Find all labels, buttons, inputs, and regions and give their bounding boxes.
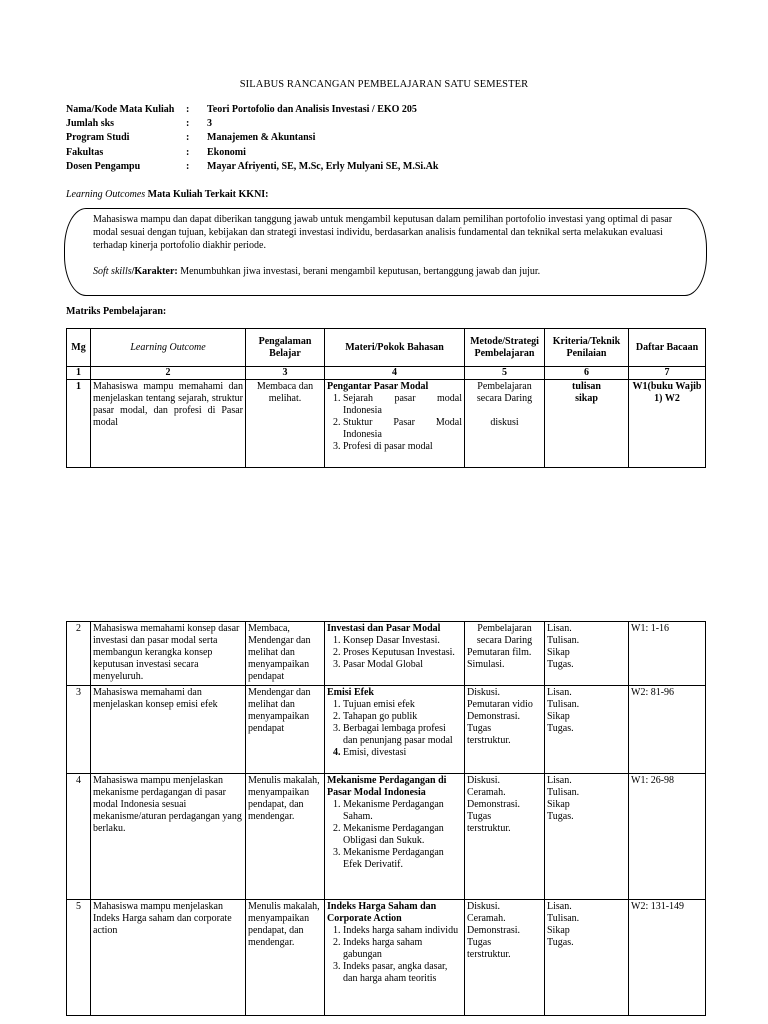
cell-kriteria <box>545 774 629 900</box>
list-item: 3. Indeks pasar, angka dasar, dan harga aham teoritis <box>343 961 462 985</box>
list-item: 3. Mekanisme Perdagangan Efek Derivatif. <box>343 847 462 871</box>
softskills-content: Menumbuhkan jiwa investasi, berani mengambil keputusan, bertanggung jawab dan jujur. <box>177 266 541 277</box>
column-number: 7 <box>629 367 706 380</box>
cell-outcome-text: Mahasiswa memahami konsep dasar investasi dan pasar modal serta membangun kerangka konsep keputusan investasi secara menyeluruh. <box>93 623 240 682</box>
metode-line: terstruktur. <box>467 949 511 960</box>
metode-line: diskusi <box>490 417 519 428</box>
column-number: 4 <box>325 367 465 380</box>
info-colon: : <box>186 160 190 172</box>
kriteria-line: Sikap <box>547 647 570 658</box>
kriteria-line: tulisan <box>572 381 601 392</box>
kriteria-line: Tugas. <box>547 811 574 822</box>
cell-outcome <box>91 622 246 686</box>
info-colon: : <box>186 146 190 158</box>
table-row <box>67 900 706 1016</box>
cell-pengalaman: Mendengar dan melihat dan menyampaikan pendapat <box>246 686 325 774</box>
metode-line: Demonstrasi. <box>467 925 521 936</box>
cell-materi <box>325 686 465 774</box>
list-item: 1. Konsep Dasar Investasi. <box>343 635 462 647</box>
kriteria-line: Sikap <box>547 925 570 936</box>
info-row-program <box>66 131 439 145</box>
materi-wrap <box>327 623 462 683</box>
column-number: 6 <box>545 367 629 380</box>
list-item: 1. Mekanisme Perdagangan Saham. <box>343 799 462 823</box>
kriteria-line: Lisan. <box>547 687 572 698</box>
metode-line: Tugas <box>467 811 492 822</box>
metode-line: Pemutaran film. <box>467 647 532 658</box>
cell-kriteria <box>545 622 629 686</box>
cell-materi <box>325 380 465 468</box>
cell-outcome: Mahasiswa mampu menjelaskan mekanisme perdagangan di pasar modal Indonesia sesuai mekanisme/aturan perdagangan yang berlaku. <box>91 774 246 900</box>
materi-title: Indeks Harga Saham dan Corporate Action <box>327 901 437 924</box>
list-item: 3. Profesi di pasar modal <box>343 441 462 453</box>
learning-outcomes-box <box>64 208 707 296</box>
cell-pengalaman-text: Membaca, Mendengar dan melihat dan menyampaikan pendapat <box>248 623 311 682</box>
list-item: 2. Mekanisme Perdagangan Obligasi dan Sukuk. <box>343 823 462 847</box>
softskills-label-italic: Soft skills <box>93 266 132 277</box>
materi-title: Mekanisme Perdagangan di Pasar Modal Indonesia <box>327 775 447 798</box>
learning-matrix-table-continued <box>66 621 706 1016</box>
metode-line: Ceramah. <box>467 913 506 924</box>
kriteria-line: Tulisan. <box>547 787 580 798</box>
info-colon: : <box>186 118 190 130</box>
column-number: 3 <box>246 367 325 380</box>
header-pengalaman: Pengalaman Belajar <box>246 329 325 367</box>
lo-heading-bold: Mata Kuliah Terkait KKNI: <box>147 189 269 200</box>
info-value: 3 <box>207 118 212 130</box>
cell-metode <box>465 380 545 468</box>
softskills-text <box>93 265 682 278</box>
table-row <box>67 774 706 900</box>
kriteria-line: Tugas. <box>547 937 574 948</box>
header-materi: Materi/Pokok Bahasan <box>325 329 465 367</box>
materi-wrap <box>327 687 462 771</box>
cell-mg: 1 <box>67 380 91 468</box>
cell-bacaan: W1: 1-16 <box>629 622 706 686</box>
list-item: 3. Pasar Modal Global <box>343 659 462 671</box>
cell-metode <box>465 686 545 774</box>
materi-title: Investasi dan Pasar Modal <box>327 623 441 634</box>
page-title: SILABUS RANCANGAN PEMBELAJARAN SATU SEMESTER <box>239 79 529 90</box>
info-value: Mayar Afriyenti, SE, M.Sc, Erly Mulyani SE, M.Si.Ak <box>207 160 439 172</box>
column-number: 1 <box>67 367 91 380</box>
column-number: 5 <box>465 367 545 380</box>
table-row <box>67 380 706 468</box>
table-header-row <box>67 329 706 367</box>
info-label: Program Studi <box>66 132 130 144</box>
info-label: Jumlah sks <box>66 118 115 130</box>
list-item: 2. Indeks harga saham gabungan <box>343 937 462 961</box>
kriteria-line: Tugas. <box>547 659 574 670</box>
info-colon: : <box>186 104 190 115</box>
list-item: 1. Tujuan emisi efek <box>343 699 462 711</box>
metode-line: Simulasi. <box>467 659 505 670</box>
header-mg: Mg <box>67 329 91 367</box>
matriks-heading: Matriks Pembelajaran: <box>66 306 167 317</box>
cell-bacaan: W2: 131-149 <box>629 900 706 1016</box>
kriteria-line: sikap <box>575 393 598 404</box>
info-colon: : <box>186 132 190 144</box>
learning-outcomes-heading <box>66 189 269 200</box>
materi-list <box>327 799 462 871</box>
header-bacaan: Daftar Bacaan <box>629 329 706 367</box>
info-row-faculty <box>66 146 439 160</box>
materi-wrap <box>327 901 462 1013</box>
metode-line: Pembelajaran secara Daring <box>476 381 533 404</box>
info-label: Fakultas <box>66 146 104 158</box>
metode-line: Ceramah. <box>467 787 506 798</box>
cell-kriteria <box>545 900 629 1016</box>
column-number-row <box>67 367 706 380</box>
learning-outcomes-text: Mahasiswa mampu dan dapat diberikan tanggung jawab untuk mengambil keputusan dalam pemilihan portofolio investasi yang optimal di pasar modal sesuai dengan tujuan, kebijakan dan strategi investasi individu, berdasarkan analisis fundamental dan teknikal serta melakukan evaluasi terhadap kinerja portofolio diakhir periode. <box>93 214 673 251</box>
info-value: Manajemen & Akuntansi <box>207 132 316 144</box>
cell-mg: 2 <box>67 622 91 686</box>
kriteria-line: Tulisan. <box>547 913 580 924</box>
metode-line: Pembelajaran <box>477 623 532 634</box>
cell-outcome: Mahasiswa mampu menjelaskan Indeks Harga saham dan corporate action <box>91 900 246 1016</box>
column-number: 2 <box>91 367 246 380</box>
metode-line: Diskusi. <box>467 901 501 912</box>
metode-line: terstruktur. <box>467 823 511 834</box>
list-item: 1. Indeks harga saham individu <box>343 925 462 937</box>
metode-line: Tugas <box>467 937 492 948</box>
kriteria-line: Lisan. <box>547 623 572 634</box>
metode-line: terstruktur. <box>467 735 511 746</box>
metode-line: Diskusi. <box>467 687 501 698</box>
cell-metode <box>465 774 545 900</box>
cell-outcome: Mahasiswa mampu memahami dan menjelaskan tentang sejarah, struktur pasar modal, dan profesi di Pasar modal <box>91 380 246 468</box>
kriteria-line: Lisan. <box>547 901 572 912</box>
info-label: Dosen Pengampu <box>66 160 141 172</box>
list-item: 2. Tahapan go publik <box>343 711 462 723</box>
cell-mg: 3 <box>67 686 91 774</box>
softskills-label-bold: /Karakter: <box>131 266 178 277</box>
materi-wrap <box>327 775 462 897</box>
cell-pengalaman <box>246 622 325 686</box>
cell-pengalaman: Menulis makalah, menyampaikan pendapat, dan mendengar. <box>246 774 325 900</box>
info-row-lecturer <box>66 160 439 174</box>
cell-bacaan: W2: 81-96 <box>629 686 706 774</box>
metode-line: Demonstrasi. <box>467 711 521 722</box>
cell-bacaan: W1: 26-98 <box>629 774 706 900</box>
info-label: Nama/Kode Mata Kuliah <box>66 104 175 115</box>
cell-metode <box>465 622 545 686</box>
cell-outcome: Mahasiswa memahami dan menjelaskan konsep emisi efek <box>91 686 246 774</box>
list-item: 2. Proses Keputusan Investasi. <box>343 647 462 659</box>
cell-metode <box>465 900 545 1016</box>
info-row-course-name <box>66 103 439 117</box>
list-item: 2. Stuktur Pasar Modal Indonesia <box>343 417 462 441</box>
info-value: Teori Portofolio dan Analisis Investasi / EKO 205 <box>207 104 417 115</box>
metode-line: Diskusi. <box>467 775 501 786</box>
cell-pengalaman: Membaca dan melihat. <box>246 380 325 468</box>
list-item-text: Emisi, divestasi <box>343 747 407 758</box>
metode-line: Demonstrasi. <box>467 799 521 810</box>
list-item: 1. Sejarah pasar modal Indonesia <box>343 393 462 417</box>
kriteria-line: Tulisan. <box>547 635 580 646</box>
course-info <box>66 103 439 174</box>
table-row <box>67 686 706 774</box>
metode-line: Tugas <box>467 723 492 734</box>
learning-matrix-table <box>66 328 706 468</box>
cell-materi <box>325 900 465 1016</box>
cell-mg: 5 <box>67 900 91 1016</box>
info-row-sks <box>66 117 439 131</box>
kriteria-line: Lisan. <box>547 775 572 786</box>
materi-list <box>327 393 462 453</box>
header-learning-outcome: Learning Outcome <box>91 329 246 367</box>
table-row <box>67 622 706 686</box>
list-item <box>343 747 462 759</box>
metode-line: Pemutaran vidio <box>467 699 533 710</box>
materi-list <box>327 925 462 985</box>
list-item: 3. Berbagai lembaga profesi dan penunjang pasar modal <box>343 723 462 747</box>
cell-materi <box>325 774 465 900</box>
lo-heading-italic: Learning Outcomes <box>66 189 146 200</box>
materi-title: Emisi Efek <box>327 687 374 698</box>
kriteria-line: Sikap <box>547 799 570 810</box>
info-value: Ekonomi <box>207 146 246 158</box>
cell-mg: 4 <box>67 774 91 900</box>
cell-kriteria <box>545 686 629 774</box>
header-metode: Metode/Strategi Pembelajaran <box>465 329 545 367</box>
cell-kriteria <box>545 380 629 468</box>
cell-bacaan: W1(buku Wajib 1) W2 <box>629 380 706 468</box>
materi-list <box>327 635 462 671</box>
metode-line: secara Daring <box>476 635 533 646</box>
kriteria-line: Tugas. <box>547 723 574 734</box>
kriteria-line: Tulisan. <box>547 699 580 710</box>
materi-list <box>327 699 462 759</box>
cell-materi <box>325 622 465 686</box>
materi-title: Pengantar Pasar Modal <box>327 381 429 392</box>
kriteria-line: Sikap <box>547 711 570 722</box>
header-kriteria: Kriteria/Teknik Penilaian <box>545 329 629 367</box>
cell-pengalaman: Menulis makalah, menyampaikan pendapat, dan mendengar. <box>246 900 325 1016</box>
